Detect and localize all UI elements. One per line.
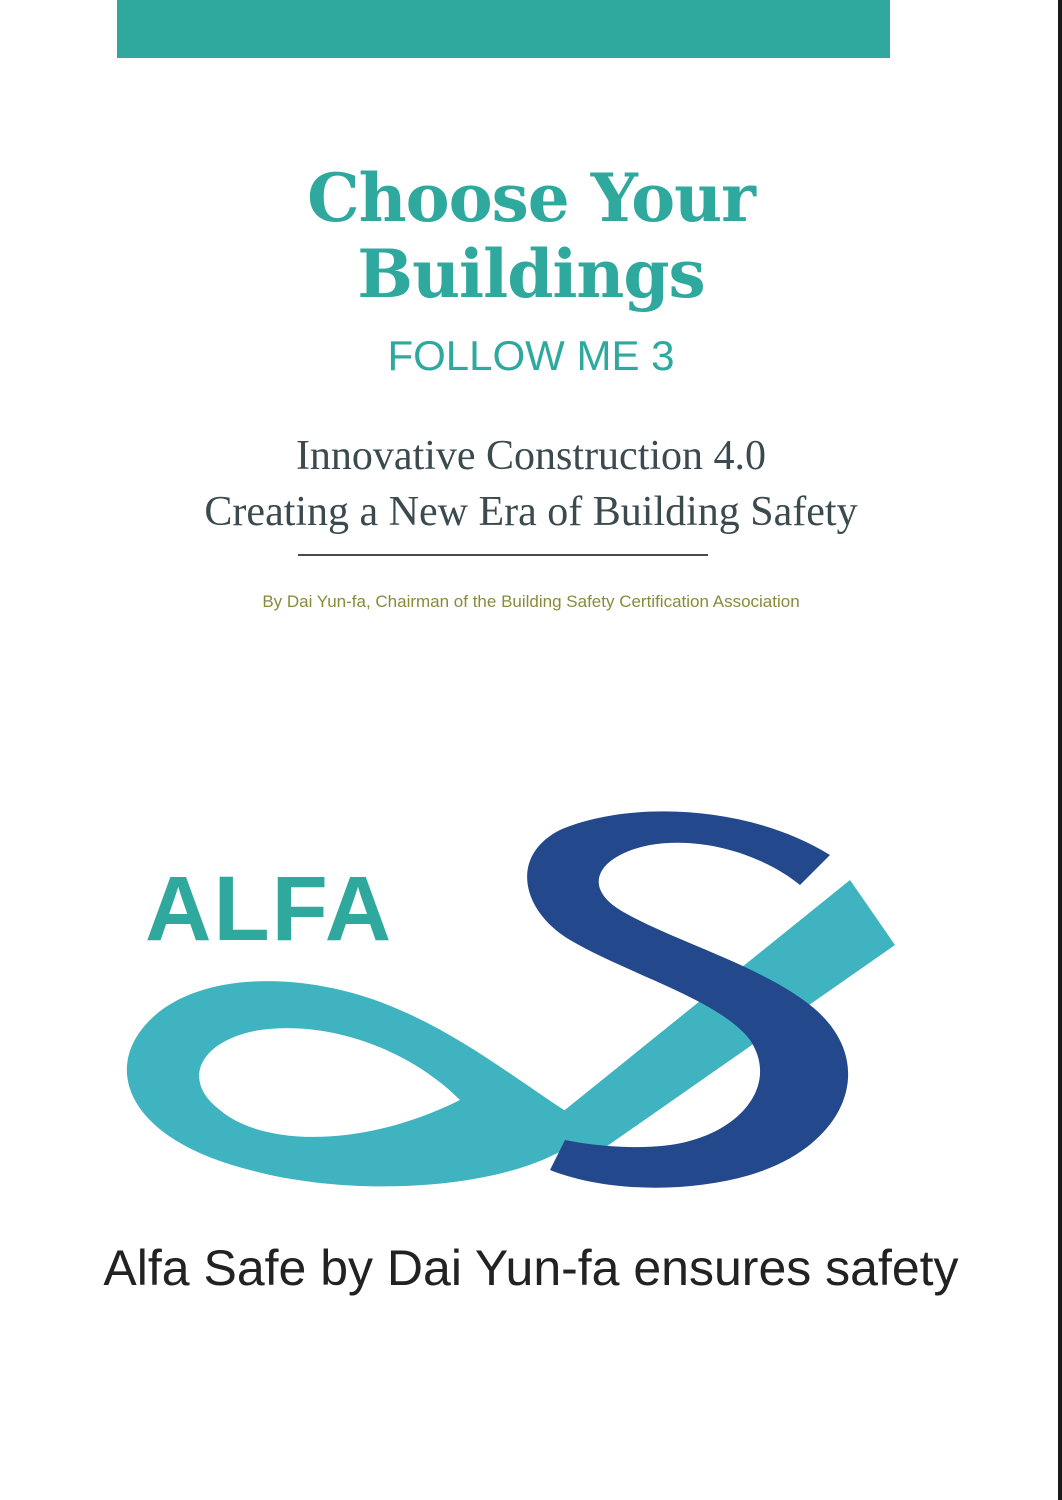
logo-wordmark: ALFA: [145, 858, 394, 960]
tagline: [0, 428, 1062, 540]
page-subtitle: FOLLOW ME 3: [387, 332, 675, 379]
tagline-line-1: Innovative Construction 4.0: [295, 433, 767, 479]
tagline-line-2: Creating a New Era of Building Safety: [204, 489, 858, 535]
caption: Alfa Safe by Dai Yun-fa ensures safety: [103, 1240, 959, 1296]
alfa-safe-logo: [110, 800, 910, 1200]
logo-infinity-loop: [127, 981, 590, 1186]
title-line-1: Choose Your: [307, 159, 755, 237]
byline: By Dai Yun-fa, Chairman of the Building Safety Certification Association: [262, 592, 800, 611]
top-color-bar: [117, 0, 890, 58]
page-title: [0, 160, 1062, 312]
divider-rule: [298, 554, 708, 556]
title-line-2: Buildings: [357, 235, 705, 313]
